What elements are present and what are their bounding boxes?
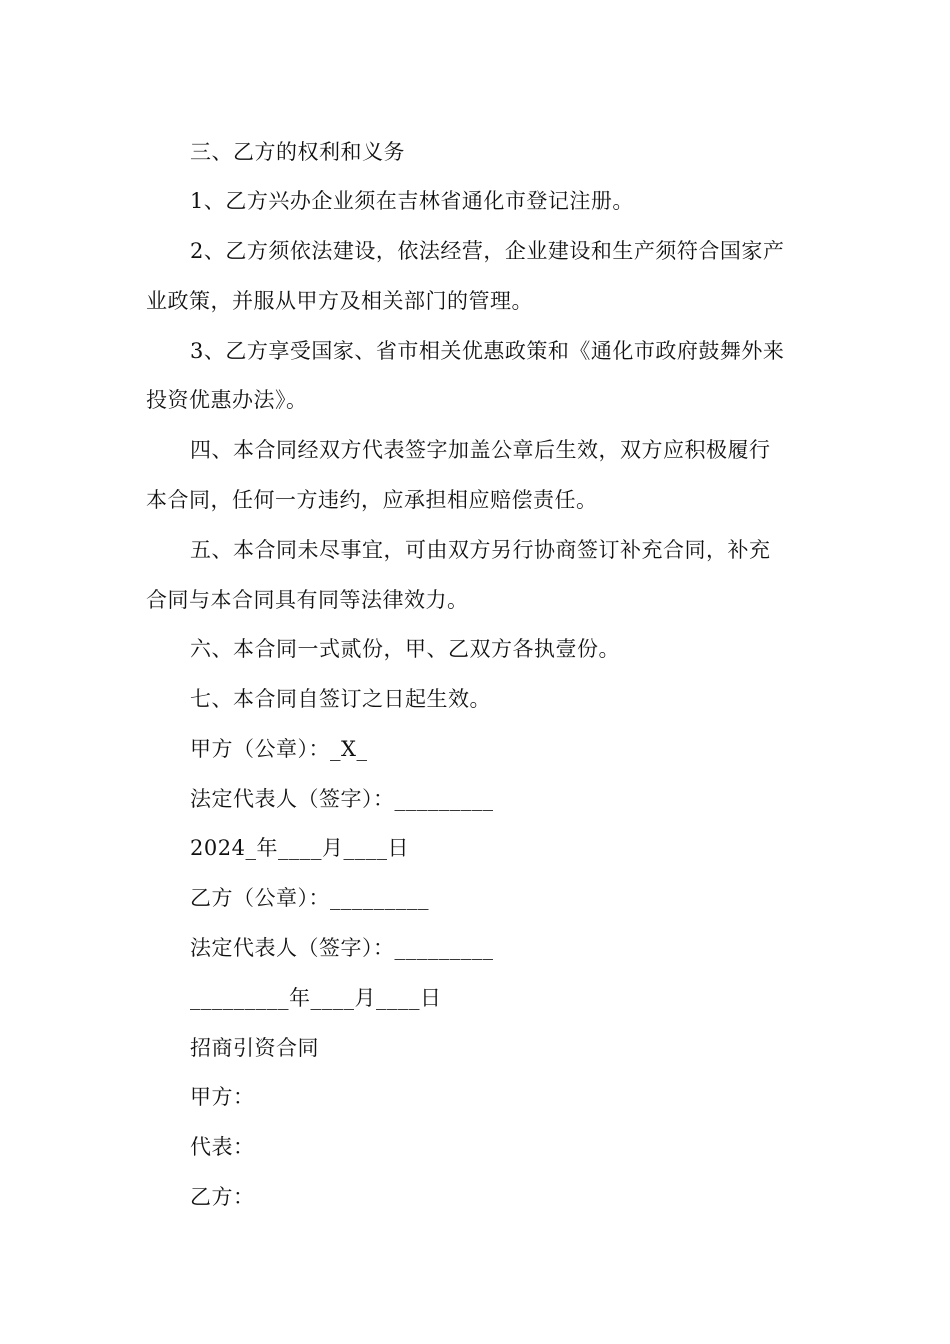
party-b-label: 乙方： [190,1185,255,1209]
section-4-line-1: 四、本合同经双方代表签字加盖公章后生效，双方应积极履行 [190,438,771,462]
contract-title: 招商引资合同 [190,1036,319,1060]
clause-2-line-2: 业政策，并服从甲方及相关部门的管理。 [146,289,533,313]
clause-3-line-2: 投资优惠办法》。 [146,388,308,412]
clause-1: 1、乙方兴办企业须在吉林省通化市登记注册。 [190,189,634,213]
section-5-line-2: 合同与本合同具有同等法律效力。 [146,588,469,612]
representative-label: 代表： [190,1135,255,1159]
clause-2-line-1: 2、乙方须依法建设，依法经营，企业建设和生产须符合国家产 [190,239,785,263]
party-a-date: 2024_年____月____日 [190,836,409,860]
section-6: 六、本合同一式贰份，甲、乙双方各执壹份。 [190,637,620,661]
section-7: 七、本合同自签订之日起生效。 [190,687,491,711]
party-b-date: _________年____月____日 [190,986,442,1010]
party-a-seal-line: 甲方（公章）：_X_ [190,737,368,761]
party-b-seal-line: 乙方（公章）：_________ [190,886,429,910]
party-b-representative-signature: 法定代表人（签字）：_________ [190,936,494,960]
clause-3-line-1: 3、乙方享受国家、省市相关优惠政策和《通化市政府鼓舞外来 [190,339,785,363]
party-a-label: 甲方： [190,1085,255,1109]
section-4-line-2: 本合同，任何一方违约，应承担相应赔偿责任。 [146,488,598,512]
section-heading-party-b-rights: 三、乙方的权利和义务 [190,140,405,164]
party-a-representative-signature: 法定代表人（签字）：_________ [190,787,494,811]
section-5-line-1: 五、本合同未尽事宜，可由双方另行协商签订补充合同，补充 [190,538,771,562]
